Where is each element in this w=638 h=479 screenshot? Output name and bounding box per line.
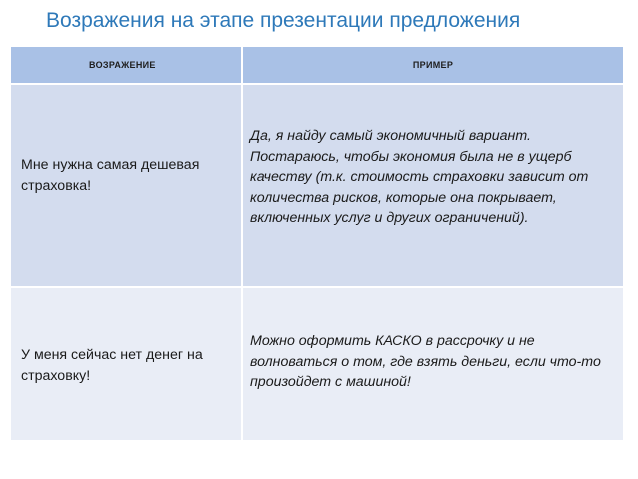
slide-title: Возражения на этапе презентации предложения xyxy=(46,9,521,32)
objection-text: У меня сейчас нет денег на страховку! xyxy=(21,347,203,384)
example-text: Да, я найду самый экономичный вариант. Постараюсь, чтобы экономия была не в ущерб качеству (т.к. стоимость страховки зависит от количества рисков, которые она покрывает, включенных услуг и других ограничений). xyxy=(250,128,589,226)
example-text: Можно оформить КАСКО в рассрочку и не волноваться о том, где взять деньги, если что-то произойдет с машиной! xyxy=(250,333,601,390)
header-example: ПРИМЕР xyxy=(412,60,454,70)
table-header-row xyxy=(11,47,623,83)
objection-text: Мне нужна самая дешевая страховка! xyxy=(21,157,200,194)
header-objection: ВОЗРАЖЕНИЕ xyxy=(11,47,243,83)
